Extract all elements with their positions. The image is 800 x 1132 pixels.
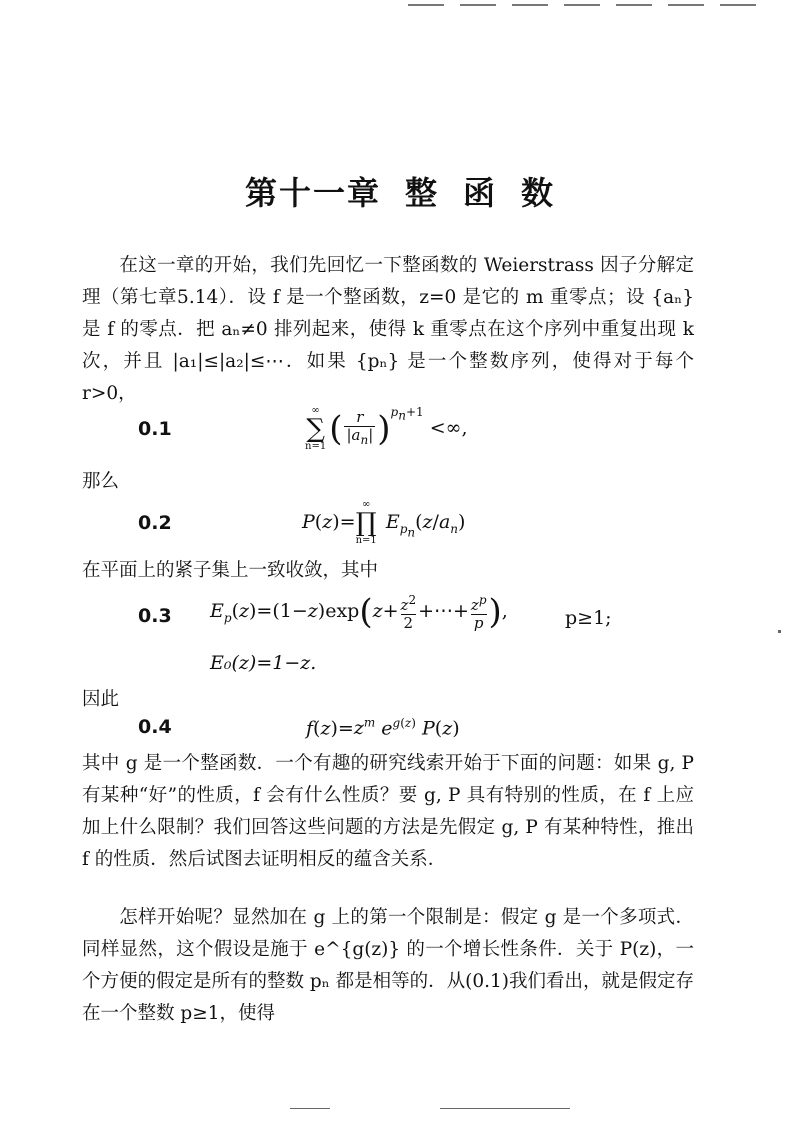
chapter-title-word3: 数 xyxy=(521,174,556,212)
scan-speck xyxy=(778,630,781,633)
equation-0-4: $f(z)=z^m$ $e^{g(z)}$ P(z) xyxy=(306,716,460,740)
equation-number-0-1: 0.1 xyxy=(138,418,172,440)
top-border-dash xyxy=(512,4,548,6)
equation-0-1: ∞ ∑ n=1 ( $\frac{r}{|a_n|}$ )$^{p_n+1}$ <∞, xyxy=(305,405,468,452)
chapter-title xyxy=(0,168,800,214)
equation-number-0-2: 0.2 xyxy=(138,512,172,534)
equation-0-3: $E_p(z)=(1-z)\exp(z+$ $\frac{z^2}{2}$ +⋯+ $\frac{z^p}{p}$ ), xyxy=(210,592,508,632)
chapter-title-word2: 函 xyxy=(463,174,498,212)
equation-number-0-3: 0.3 xyxy=(138,605,172,627)
scan-speck xyxy=(290,1108,330,1109)
paragraph-questions-text: 其中 g 是一个整函数．一个有趣的研究线索开始于下面的问题：如果 g, P 有某种“好”的性质，f 会有什么性质？要 g, P 具有特别的性质，在 f 上应加上什么限制？我们回答这些问题的方法是先假定 g, P 有某种特性，推出 f 的性质．然后试图去证明相反的蕴含关系． xyxy=(82,753,694,870)
top-border-dash xyxy=(720,4,756,6)
chapter-title-number: 第十一章 xyxy=(244,174,381,212)
equation-0-1-tail: <∞, xyxy=(423,417,468,439)
equation-0-3-condition: p≥1; xyxy=(565,607,612,629)
equation-number-0-4: 0.4 xyxy=(138,716,172,738)
text-converge: 在平面上的紧子集上一致收敛，其中 xyxy=(82,560,379,581)
equation-0-3-line2: E₀(z)=1−z. xyxy=(210,652,317,674)
top-border-dash xyxy=(408,4,444,6)
intro-text: 在这一章的开始，我们先回忆一下整函数的 Weierstrass 因子分解定理（第七章5.14）．设 f 是一个整函数，z=0 是它的 m 重零点；设 {aₙ} 是 f 的零点．把 aₙ≠0 排列起来，使得 k 重零点在这个序列中重复出现 k 次，并且 |a₁|≤|a₂|≤⋯．如果 {pₙ} 是一个整数序列，使得对于每个 r>0， xyxy=(82,255,694,404)
paragraph-assumptions xyxy=(82,902,694,1030)
top-border-dash xyxy=(668,4,704,6)
chapter-title-word1: 整 xyxy=(404,174,439,212)
top-border-dash xyxy=(616,4,652,6)
text-then: 那么 xyxy=(82,471,120,492)
text-hence: 因此 xyxy=(82,689,120,710)
top-border-dash xyxy=(460,4,496,6)
intro-paragraph xyxy=(82,250,694,410)
paragraph-assumptions-text: 怎样开始呢？显然加在 g 上的第一个限制是：假定 g 是一个多项式．同样显然，这个假设是施于 e^{g(z)} 的一个增长性条件．关于 P(z)，一个方便的假定是所有的整数 pₙ 都是相等的．从(0.1)我们看出，就是假定存在一个整数 p≥1，使得 xyxy=(82,907,694,1024)
scan-speck xyxy=(440,1108,570,1109)
paragraph-questions xyxy=(82,748,694,876)
top-border-dash xyxy=(564,4,600,6)
equation-0-2: P(z)= ∞ ∏ n=1 $E_{p_n}(z/a_n)$ xyxy=(302,499,466,546)
